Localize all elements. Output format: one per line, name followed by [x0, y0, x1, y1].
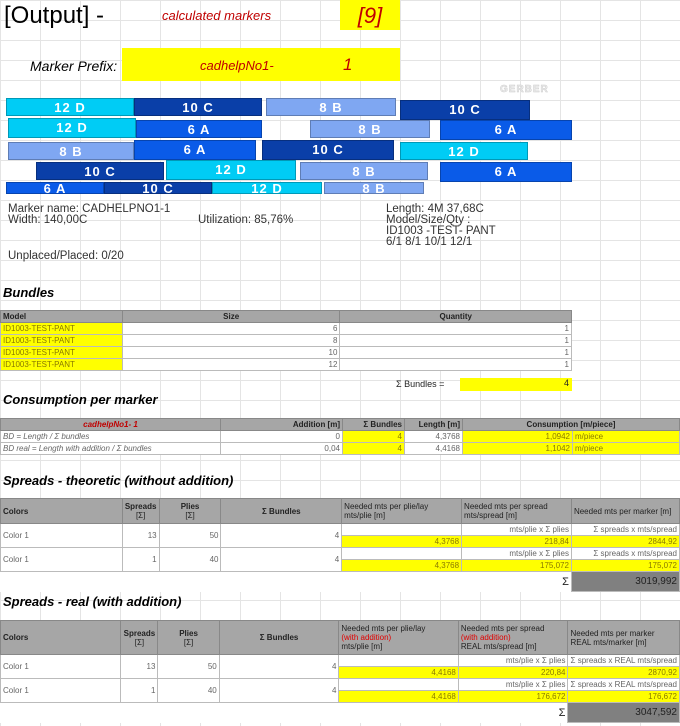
page-subtitle: calculated markers: [162, 8, 272, 23]
sum-total-theoretic[interactable]: 3019,992: [571, 572, 679, 592]
marker-piece: 10 C: [104, 182, 212, 194]
per-marker-cell[interactable]: 2870,92: [568, 667, 680, 679]
col-per-spread: Needed mts per spread mts/spread [m]: [462, 499, 572, 524]
marker-piece: 8 B: [324, 182, 424, 194]
consumption-table: [0, 418, 680, 455]
model-size-qty-label: Model/Size/Qty :: [386, 214, 471, 226]
marker-piece: 8 B: [310, 120, 430, 138]
addition-cell[interactable]: 0: [221, 431, 343, 443]
marker-piece: 8 B: [266, 98, 396, 116]
bundles-table: [0, 310, 572, 371]
marker-piece: 12 D: [166, 160, 296, 180]
spreads-theoretic-table: [0, 498, 680, 592]
marker-piece: 6 A: [6, 182, 104, 194]
per-spread-cell[interactable]: 176,672: [458, 691, 568, 703]
formula-marker: Σ spreads x mts/spread: [571, 548, 679, 560]
col-spreads: Spreads [Σ]: [121, 621, 158, 655]
bundles-cell[interactable]: 4: [221, 524, 342, 548]
size-cell[interactable]: 10: [122, 347, 340, 359]
qty-cell[interactable]: 1: [340, 347, 572, 359]
per-marker-cell[interactable]: 176,672: [568, 691, 680, 703]
addition-cell[interactable]: 0,04: [221, 443, 343, 455]
size-cell[interactable]: 12: [122, 359, 340, 371]
table-row: [1, 679, 680, 691]
per-spread-cell[interactable]: 175,072: [462, 560, 572, 572]
per-plie-cell[interactable]: 4,3768: [342, 560, 462, 572]
length-cell[interactable]: 4,4168: [405, 443, 463, 455]
col-plies: Plies [Σ]: [158, 621, 219, 655]
plies-cell[interactable]: 40: [159, 548, 221, 572]
spreads-cell[interactable]: 1: [121, 679, 158, 703]
consumption-marker-label: cadhelpNo1- 1: [1, 419, 221, 431]
qty-cell[interactable]: 1: [340, 335, 572, 347]
marker-length: Length: 4M 37,68C: [386, 203, 484, 215]
marker-piece: 12 D: [212, 182, 322, 194]
marker-prefix-label: Marker Prefix:: [30, 58, 118, 74]
qty-cell[interactable]: 1: [340, 323, 572, 335]
unit-cell: m/piece: [573, 431, 680, 443]
unit-cell: m/piece: [573, 443, 680, 455]
table-row: [1, 443, 680, 455]
qty-cell[interactable]: 1: [340, 359, 572, 371]
col-spreads: Spreads [Σ]: [122, 499, 159, 524]
color-cell[interactable]: Color 1: [1, 548, 123, 572]
col-per-plie: Needed mts per plie/lay (with addition) mts/plie [m]: [339, 621, 458, 655]
marker-sizes: 6/1 8/1 10/1 12/1: [386, 236, 473, 248]
spreads-cell[interactable]: 1: [122, 548, 159, 572]
marker-piece: 10 C: [134, 98, 262, 116]
gerber-watermark: GERBER: [500, 84, 549, 95]
table-row: [1, 655, 680, 667]
consumption-cell[interactable]: 1,0942: [463, 431, 573, 443]
bundles-cell[interactable]: 4: [219, 679, 339, 703]
formula-spread: mts/plie x Σ plies: [462, 548, 572, 560]
spreads-real-table: [0, 620, 680, 723]
marker-layout-image: [4, 96, 572, 196]
marker-piece: 12 D: [6, 98, 134, 116]
marker-piece: 10 C: [262, 140, 394, 160]
col-per-marker: Needed mts per marker REAL mts/marker [m]: [568, 621, 680, 655]
col-colors: Colors: [1, 621, 121, 655]
marker-prefix-number: 1: [343, 55, 353, 74]
col-quantity: Quantity: [340, 311, 572, 323]
formula-spread: mts/plie x Σ plies: [462, 524, 572, 536]
spreads-real-heading: Spreads - real (with addition): [3, 594, 182, 609]
table-row: [1, 335, 572, 347]
marker-piece: 10 C: [400, 100, 530, 120]
formula-label: BD = Length / Σ bundles: [1, 431, 221, 443]
sum-symbol: Σ: [562, 575, 569, 588]
marker-piece: 8 B: [300, 162, 428, 180]
table-row: [1, 323, 572, 335]
bundles-cell[interactable]: 4: [219, 655, 339, 679]
model-cell[interactable]: ID1003-TEST-PANT: [1, 359, 123, 371]
consumption-heading: Consumption per marker: [3, 392, 158, 407]
per-marker-cell[interactable]: 2844,92: [571, 536, 679, 548]
formula-label: BD real = Length with addition / Σ bundles: [1, 443, 221, 455]
bundles-cell[interactable]: 4: [343, 431, 405, 443]
col-per-plie: Needed mts per plie/lay mts/plie [m]: [342, 499, 462, 524]
model-cell[interactable]: ID1003-TEST-PANT: [1, 335, 123, 347]
marker-piece: 12 D: [400, 142, 528, 160]
length-cell[interactable]: 4,3768: [405, 431, 463, 443]
marker-utilization: Utilization: 85,76%: [198, 214, 294, 226]
model-cell[interactable]: ID1003-TEST-PANT: [1, 323, 123, 335]
bundles-heading: Bundles: [3, 285, 55, 300]
marker-piece: 6 A: [440, 120, 572, 140]
marker-piece: 12 D: [8, 118, 136, 138]
table-row: [1, 524, 680, 536]
per-plie-cell[interactable]: 4,4168: [339, 667, 458, 679]
marker-piece: 6 A: [440, 162, 572, 182]
formula-spread: mts/plie x Σ plies: [458, 655, 568, 667]
col-bundles: Σ Bundles: [219, 621, 339, 655]
unplaced-placed: Unplaced/Placed: 0/20: [8, 250, 124, 262]
per-spread-cell[interactable]: 218,84: [462, 536, 572, 548]
color-cell[interactable]: Color 1: [1, 655, 121, 679]
marker-prefix-value: cadhelpNo1-: [200, 58, 274, 73]
table-row: [1, 359, 572, 371]
marker-piece: 6 A: [136, 120, 262, 138]
per-plie-cell[interactable]: 4,3768: [342, 536, 462, 548]
col-plies: Plies [Σ]: [159, 499, 221, 524]
formula-marker: Σ spreads x REAL mts/spread: [568, 655, 680, 667]
spreads-theoretic-heading: Spreads - theoretic (without addition): [3, 473, 234, 488]
col-model: Model: [1, 311, 123, 323]
col-colors: Colors: [1, 499, 123, 524]
bundles-cell[interactable]: 4: [343, 443, 405, 455]
marker-piece: 6 A: [134, 140, 256, 160]
plies-cell[interactable]: 50: [158, 655, 219, 679]
col-bundles: Σ Bundles: [221, 499, 342, 524]
marker-model: ID1003 -TEST- PANT: [386, 225, 496, 237]
model-cell[interactable]: ID1003-TEST-PANT: [1, 347, 123, 359]
col-length: Length [m]: [405, 419, 463, 431]
sum-symbol: Σ: [558, 706, 566, 719]
spreads-cell[interactable]: 13: [121, 655, 158, 679]
sum-total-real[interactable]: 3047,592: [568, 703, 680, 723]
bundles-total-value[interactable]: 4: [460, 378, 572, 391]
table-row: [1, 431, 680, 443]
size-cell[interactable]: 8: [122, 335, 340, 347]
col-per-marker: Needed mts per marker [m]: [573, 506, 672, 516]
marker-count-cell[interactable]: [9]: [340, 0, 400, 30]
marker-piece: 8 B: [8, 142, 134, 160]
plies-cell[interactable]: 40: [158, 679, 219, 703]
col-addition: Addition [m]: [221, 419, 343, 431]
size-cell[interactable]: 6: [122, 323, 340, 335]
bundles-cell[interactable]: 4: [221, 548, 342, 572]
per-marker-cell[interactable]: 175,072: [571, 560, 679, 572]
formula-marker: Σ spreads x REAL mts/spread: [568, 679, 680, 691]
plies-cell[interactable]: 50: [159, 524, 221, 548]
col-bundles: Σ Bundles: [343, 419, 405, 431]
formula-spread: mts/plie x Σ plies: [458, 679, 568, 691]
per-plie-cell[interactable]: 4,4168: [339, 691, 458, 703]
per-spread-cell[interactable]: 220,84: [458, 667, 568, 679]
page-title: [Output] -: [4, 2, 105, 29]
table-row: [1, 347, 572, 359]
marker-piece: 10 C: [36, 162, 164, 180]
col-per-spread: Needed mts per spread (with addition) REAL mts/spread [m]: [458, 621, 568, 655]
color-cell[interactable]: Color 1: [1, 524, 123, 548]
col-size: Size: [122, 311, 340, 323]
table-row: [1, 548, 680, 560]
spreads-cell[interactable]: 13: [122, 524, 159, 548]
marker-width: Width: 140,00C: [8, 214, 88, 226]
formula-marker: Σ spreads x mts/spread: [571, 524, 679, 536]
marker-name: Marker name: CADHELPNO1-1: [8, 203, 171, 215]
col-consumption: Consumption [m/piece]: [463, 419, 680, 431]
color-cell[interactable]: Color 1: [1, 679, 121, 703]
bundles-total-label: Σ Bundles =: [396, 379, 445, 389]
consumption-cell[interactable]: 1,1042: [463, 443, 573, 455]
